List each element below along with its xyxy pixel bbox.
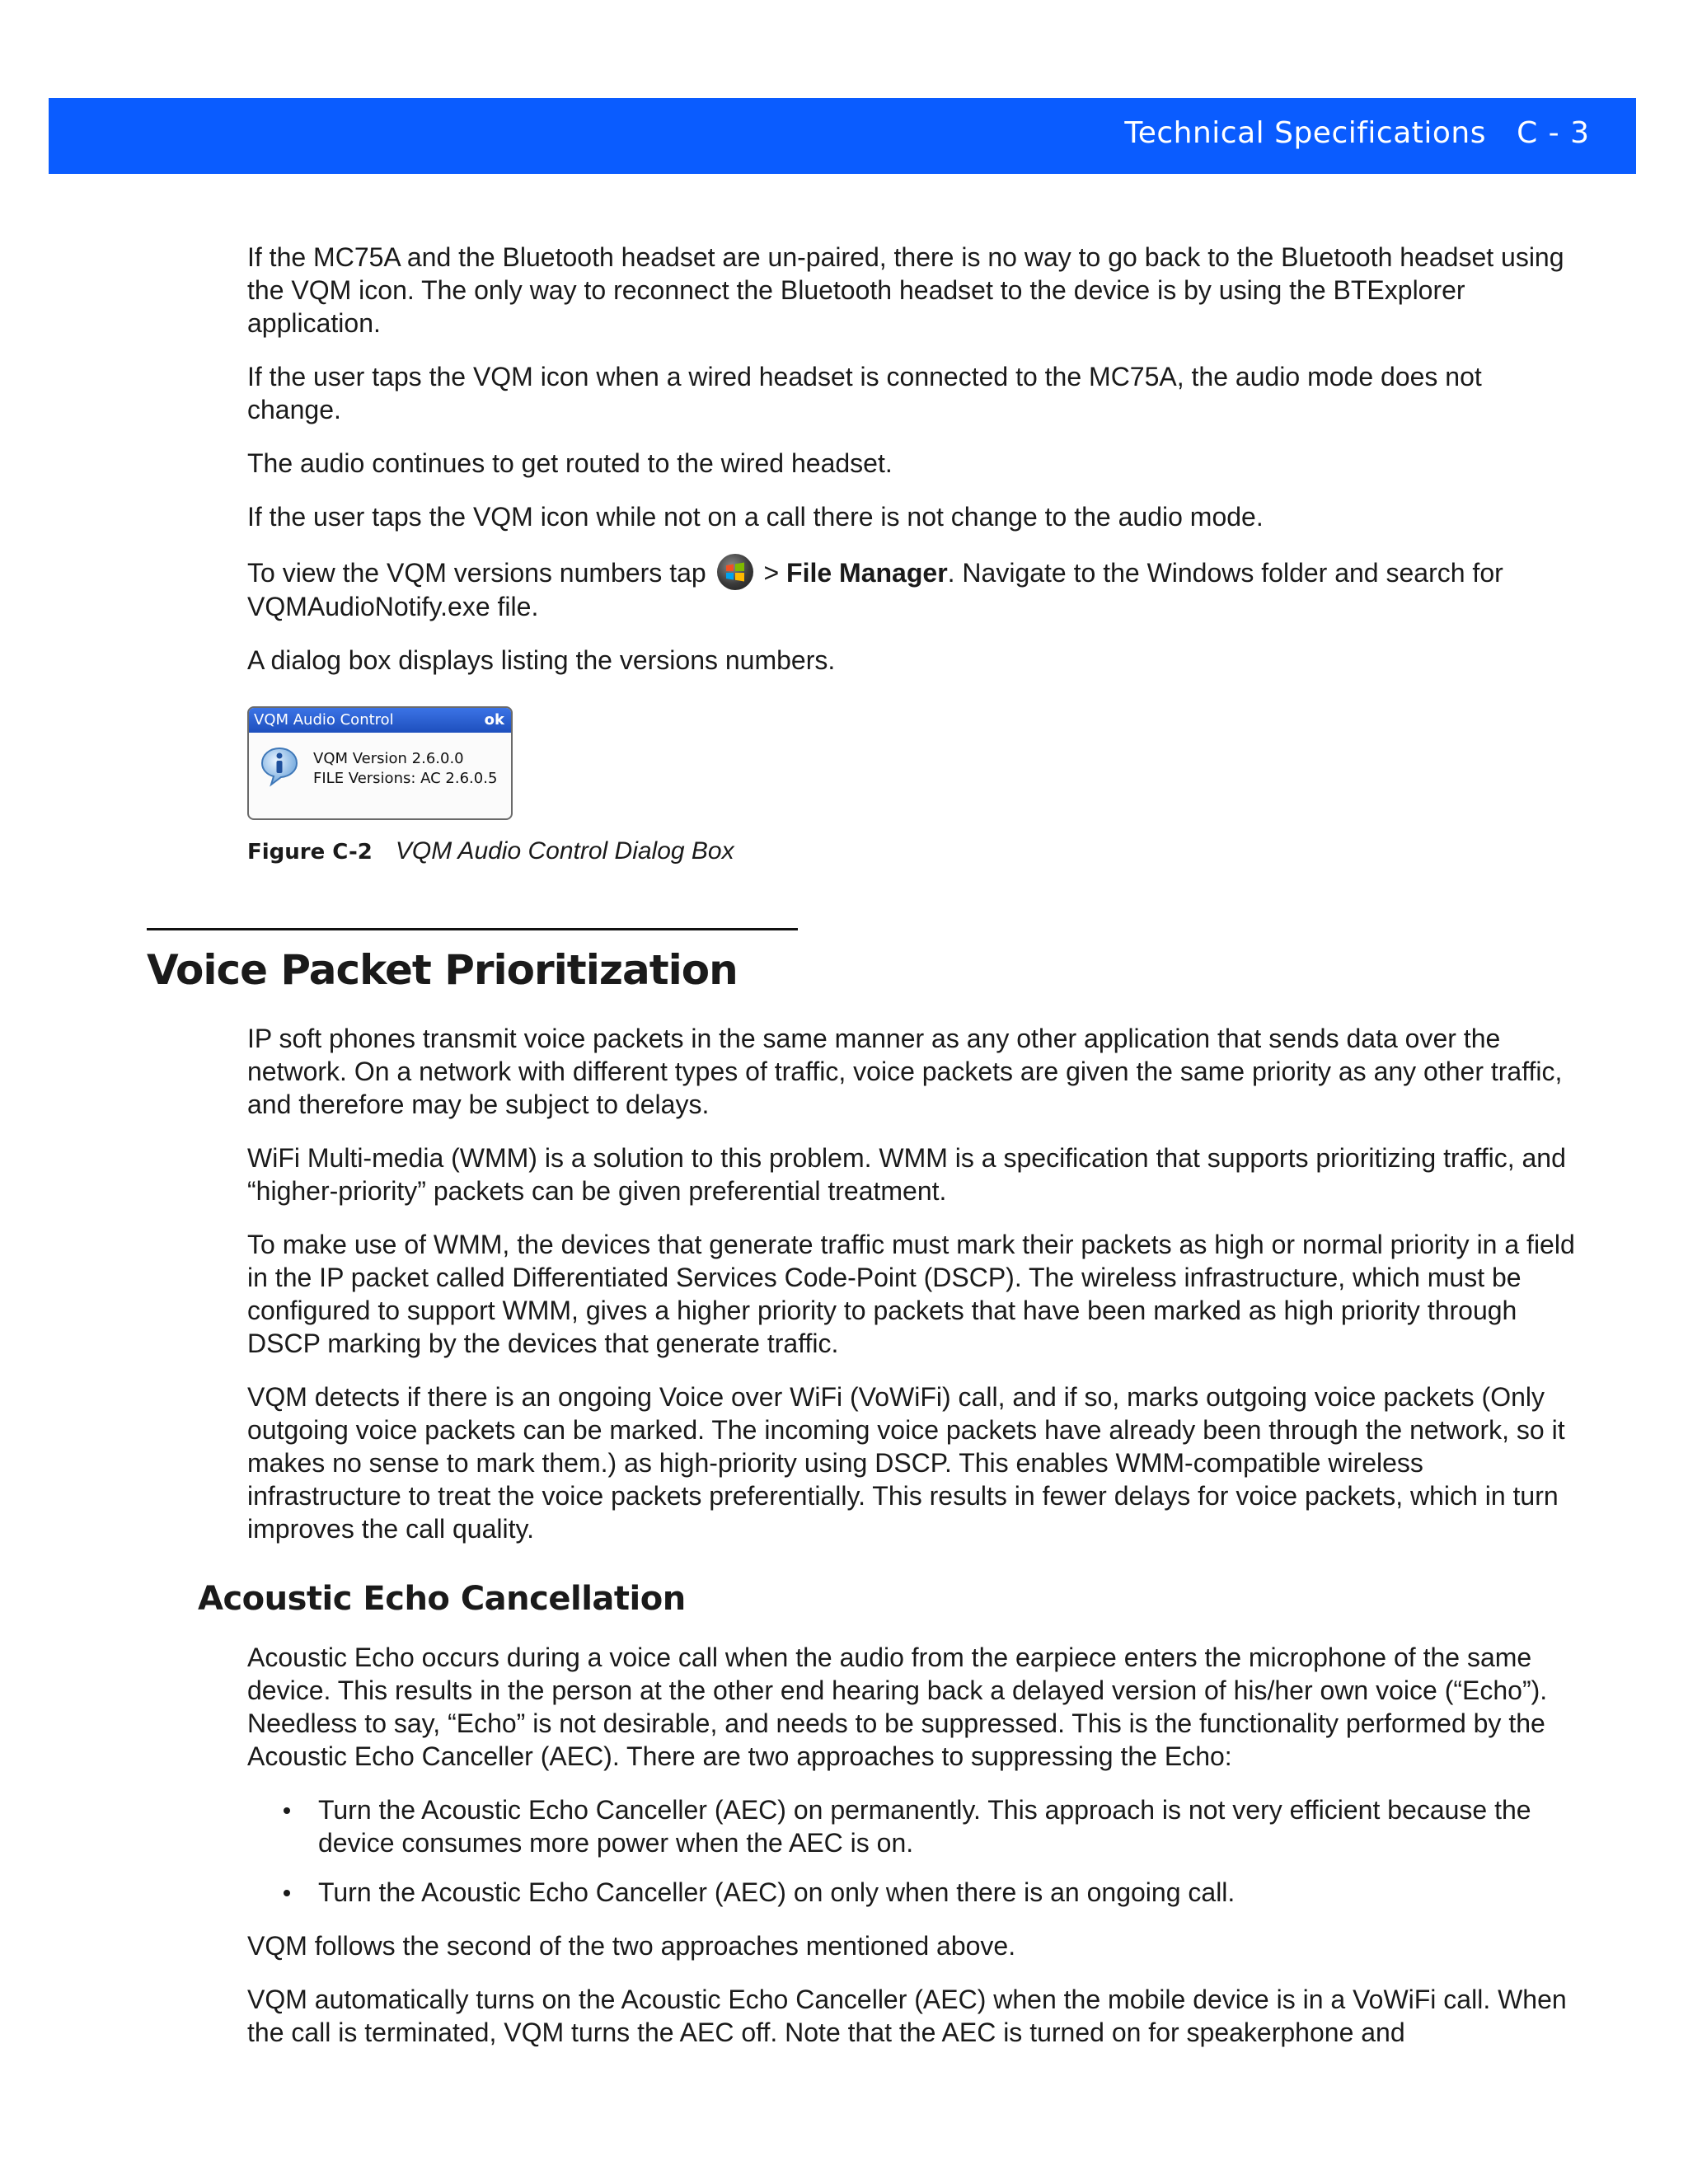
list-item bbox=[247, 1876, 1582, 1909]
dialog-title-bar bbox=[249, 708, 511, 733]
paragraph: VQM automatically turns on the Acoustic Echo Canceller (AEC) when the mobile device is in a VoWiFi call. When the call is terminated, VQM turns the AEC off. Note that the AEC is turned on for speakerphone and bbox=[247, 1985, 1567, 2047]
paragraph: WiFi Multi-media (WMM) is a solution to this problem. WMM is a specification that supports prioritizing traffic, and “higher-priority” packets can be given preferential treatment. bbox=[247, 1143, 1566, 1206]
list-item-text: Turn the Acoustic Echo Canceller (AEC) on permanently. This approach is not very efficient because the device consumes more power when the AEC is on. bbox=[318, 1795, 1531, 1858]
bullet-icon bbox=[284, 1807, 290, 1814]
dialog-title: VQM Audio Control bbox=[254, 711, 394, 729]
paragraph: A dialog box displays listing the versions numbers. bbox=[247, 645, 836, 675]
file-manager-label: File Manager bbox=[786, 558, 948, 588]
figure-label: Figure C-2 bbox=[247, 840, 373, 865]
header-bar bbox=[49, 98, 1636, 174]
paragraph-file-manager bbox=[247, 554, 1582, 623]
info-icon bbox=[259, 746, 300, 787]
section-divider bbox=[147, 928, 798, 930]
bullet-icon bbox=[284, 1890, 290, 1896]
file-versions-line: FILE Versions: AC 2.6.0.5 bbox=[313, 770, 498, 787]
paragraph: IP soft phones transmit voice packets in the same manner as any other application that sends data over the network. On a network with different types of traffic, voice packets are given the same priority as any other traffic, and therefore may be subject to delays. bbox=[247, 1024, 1563, 1119]
paragraph: VQM detects if there is an ongoing Voice over WiFi (VoWiFi) call, and if so, marks outgoing voice packets (Only outgoing voice packets can be marked. The incoming voice packets have already been through the network, so it makes no sense to mark them.) as high-priority using DSCP. This enables WMM-compatible wireless infrastructure to treat the voice packets preferentially. This results in fewer delays for voice packets, which in turn improves the call quality. bbox=[247, 1382, 1565, 1544]
list-item bbox=[247, 1793, 1582, 1859]
vqm-dialog bbox=[247, 706, 513, 820]
figure-caption bbox=[247, 835, 1582, 869]
bullet-list bbox=[247, 1793, 1582, 1909]
page-number: C - 3 bbox=[1517, 116, 1590, 150]
header-title: Technical Specifications bbox=[1124, 116, 1486, 150]
paragraph: Acoustic Echo occurs during a voice call when the audio from the earpiece enters the microphone of the same device. This results in the person at the other end hearing back a delayed version of his/her own voice (“Echo”). Needless to say, “Echo” is not desirable, and needs to be suppressed. This is the functionality performed by the Acoustic Echo Canceller (AEC). There are two approaches to suppressing the Echo: bbox=[247, 1643, 1548, 1771]
paragraph: VQM follows the second of the two approaches mentioned above. bbox=[247, 1931, 1016, 1961]
subsection-title: Acoustic Echo Cancellation bbox=[198, 1580, 686, 1618]
text: . Navigate to the Windows folder and search for VQMAudioNotify.exe file. bbox=[247, 558, 1503, 621]
list-item-text: Turn the Acoustic Echo Canceller (AEC) on only when there is an ongoing call. bbox=[318, 1877, 1236, 1907]
intro-content bbox=[247, 241, 1582, 869]
dialog-text bbox=[313, 749, 497, 789]
paragraph: The audio continues to get routed to the wired headset. bbox=[247, 448, 893, 478]
vqm-version-line: VQM Version 2.6.0.0 bbox=[313, 750, 464, 767]
section-title: Voice Packet Prioritization bbox=[147, 946, 738, 994]
paragraph: If the user taps the VQM icon when a wired headset is connected to the MC75A, the audio mode does not change. bbox=[247, 362, 1482, 424]
section-content bbox=[198, 1022, 1582, 2069]
dialog-ok-button[interactable]: ok bbox=[484, 711, 504, 729]
paragraph: To make use of WMM, the devices that generate traffic must mark their packets as high or normal priority in a field in the IP packet called Differentiated Services Code-Point (DSCP). The wireless infrastructure, which must be configured to support WMM, gives a higher priority to packets that have been marked as high priority through DSCP marking by the devices that generate traffic. bbox=[247, 1230, 1575, 1358]
paragraph: If the MC75A and the Bluetooth headset are un-paired, there is no way to go back to the Bluetooth headset using the VQM icon. The only way to reconnect the Bluetooth headset to the device is by using the BTExplorer application. bbox=[247, 242, 1564, 338]
paragraph: If the user taps the VQM icon while not on a call there is not change to the audio mode. bbox=[247, 502, 1264, 532]
text: > bbox=[756, 558, 787, 588]
figure-title: VQM Audio Control Dialog Box bbox=[395, 837, 734, 865]
windows-start-icon bbox=[717, 554, 753, 590]
text: To view the VQM versions numbers tap bbox=[247, 558, 706, 588]
